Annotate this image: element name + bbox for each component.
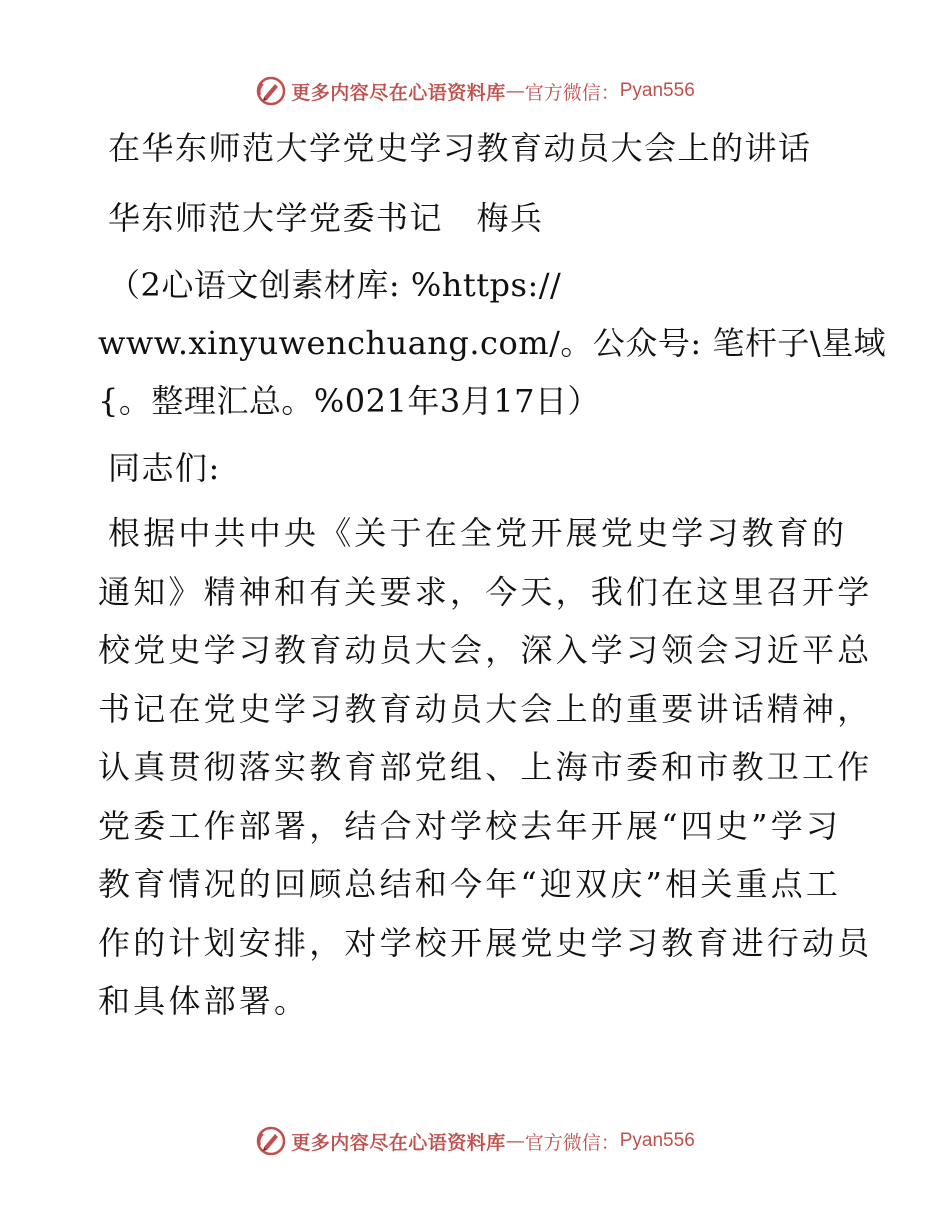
paragraph-line: 党委工作部署，结合对学校去年开展“四史”学习: [98, 806, 842, 845]
pen-logo-icon: [255, 75, 287, 107]
paragraph-line: 通知》精神和有关要求，今天，我们在这里召开学: [98, 572, 873, 611]
footer-watermark: [0, 1121, 950, 1161]
pen-logo-icon: [255, 1125, 287, 1157]
source-line: {。整理汇总。%021年3月17日）: [98, 382, 600, 420]
header-watermark: [0, 71, 950, 111]
paragraph-line: 认真贯彻落实教育部党组、上海市委和市教卫工作: [98, 748, 873, 786]
paragraph-line: 书记在党史学习教育动员大会上的重要讲话精神，: [98, 689, 873, 728]
watermark-dash: —: [505, 1130, 525, 1152]
document-body: [98, 118, 887, 1031]
watermark-wechat-label: 官方微信：: [524, 81, 620, 104]
source-line: www.xinyuwenchuang.com/。公众号: 笔杆子\星域: [98, 324, 887, 362]
paragraph-line: 教育情况的回顾总结和今年“迎双庆”相关重点工: [98, 865, 842, 903]
body-paragraph: [98, 504, 873, 1031]
watermark-wechat-id: Pyan556: [619, 80, 695, 101]
paragraph-line: 根据中共中央《关于在全党开展党史学习教育的: [108, 514, 848, 552]
paragraph-line: 校党史学习教育动员大会，深入学习领会习近平总: [98, 631, 873, 669]
watermark-wechat-id: Pyan556: [619, 1130, 695, 1151]
watermark-text: 更多内容尽在心语资料库: [291, 1131, 506, 1154]
source-line: （2心语文创素材库: %https://: [108, 266, 562, 304]
source-note: [98, 256, 887, 430]
paragraph-line: 作的计划安排，对学校开展党史学习教育进行动员: [98, 923, 873, 962]
watermark-wechat-label: 官方微信：: [524, 1131, 620, 1154]
document-author: 华东师范大学党委书记 梅兵: [108, 199, 544, 237]
document-title: 在华东师范大学党史学习教育动员大会上的讲话: [108, 129, 812, 167]
paragraph-line: 和具体部署。: [98, 982, 310, 1020]
watermark-text: 更多内容尽在心语资料库: [291, 81, 506, 104]
greeting: 同志们:: [108, 449, 221, 487]
watermark-dash: —: [505, 80, 525, 102]
